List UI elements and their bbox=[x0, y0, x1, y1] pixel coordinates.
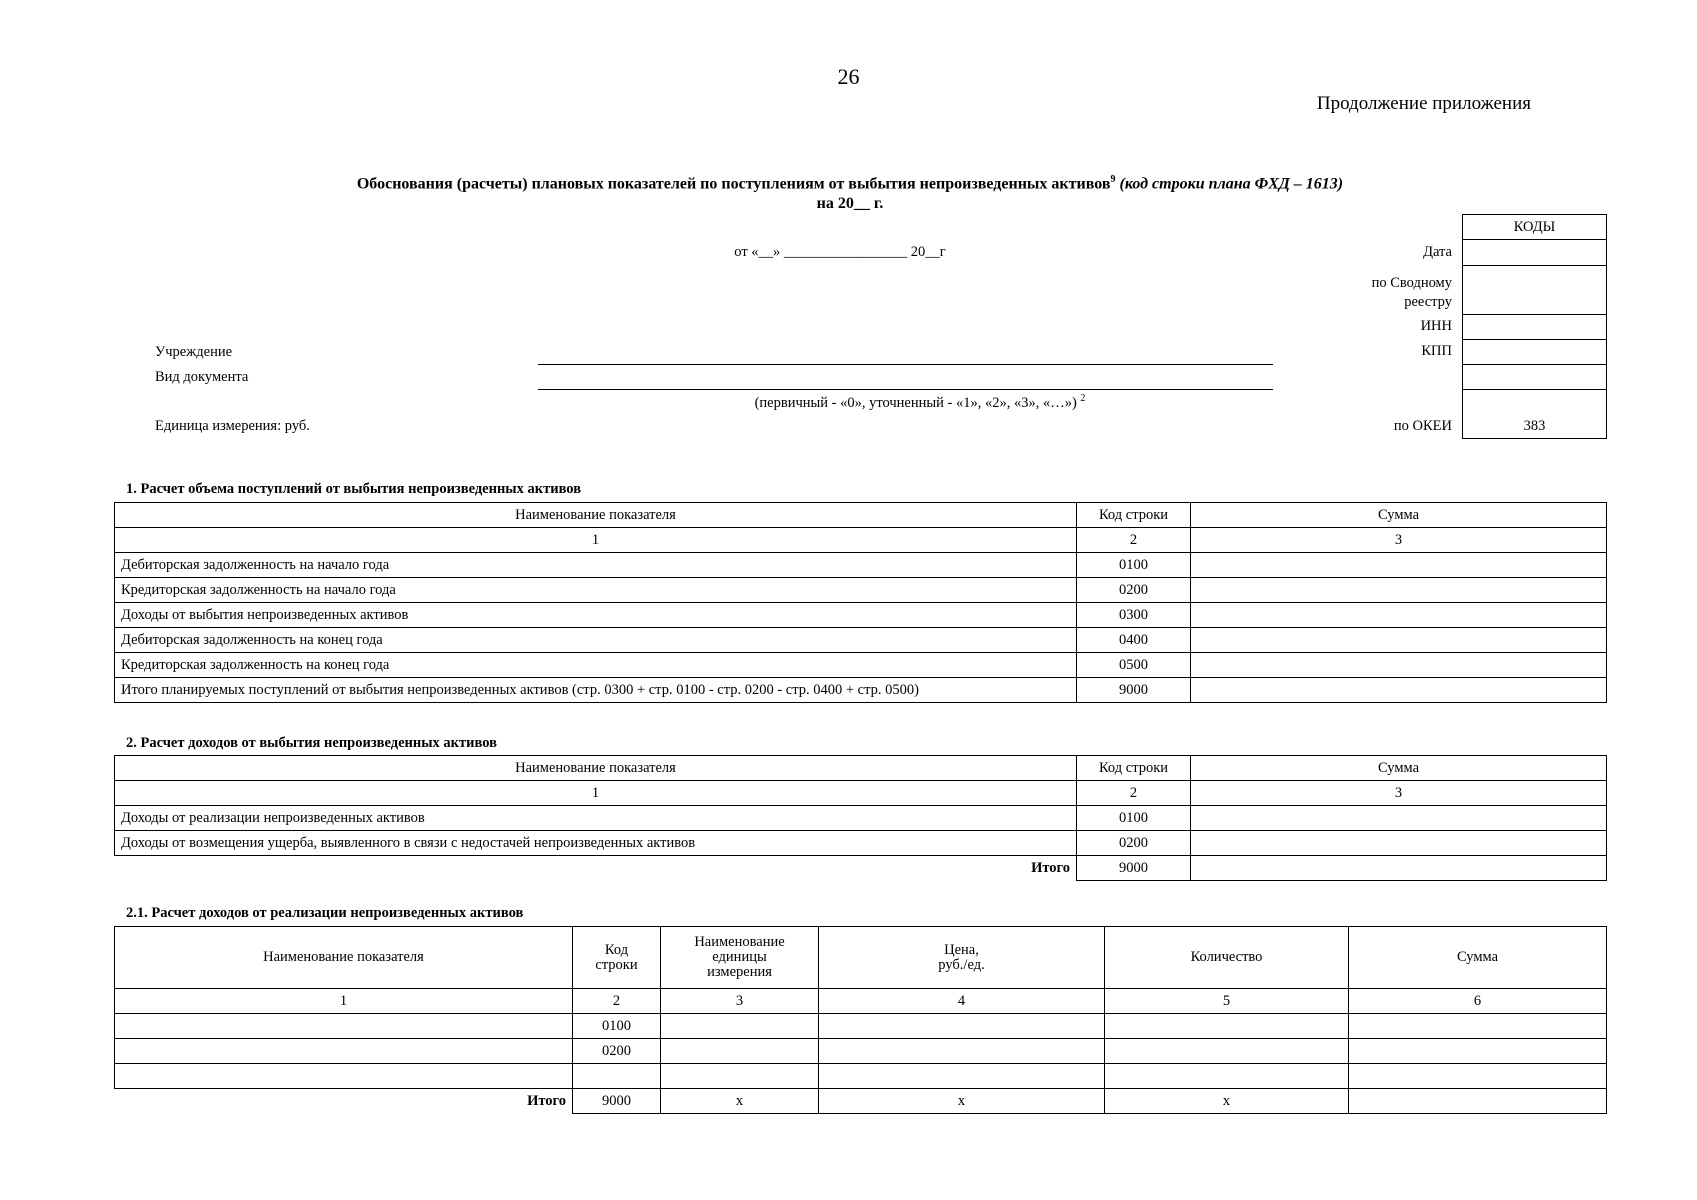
unit-label: Единица измерения: руб. bbox=[155, 418, 310, 434]
doc-type-note bbox=[620, 393, 1220, 412]
row-code: 0200 bbox=[573, 1039, 661, 1064]
s21-header-unit-l2: единицы bbox=[712, 949, 767, 965]
s21-header-unit bbox=[661, 927, 819, 989]
s1-header-name: Наименование показателя bbox=[115, 503, 1077, 528]
s21-col-number: 5 bbox=[1105, 989, 1349, 1014]
row-unit-cell[interactable] bbox=[661, 1014, 819, 1039]
code-kpp-cell[interactable] bbox=[1463, 340, 1607, 365]
s1-col-number: 1 bbox=[115, 528, 1077, 553]
row-price-cell[interactable] bbox=[819, 1064, 1105, 1089]
s1-col-number: 2 bbox=[1077, 528, 1191, 553]
total-label: Итого bbox=[115, 856, 1077, 881]
row-code: 0100 bbox=[1077, 806, 1191, 831]
table-row bbox=[115, 806, 1607, 831]
date-line: от «__» _________________ 20__г bbox=[734, 244, 946, 260]
code-inn-cell[interactable] bbox=[1463, 315, 1607, 340]
document-title bbox=[180, 174, 1520, 193]
row-name: Дебиторская задолженность на начало года bbox=[115, 553, 1077, 578]
x-mark: х bbox=[1105, 1089, 1349, 1114]
row-name: Итого планируемых поступлений от выбытия непроизведенных активов (стр. 0300 + стр. 0100 - стр. 0200 - стр. 0400 + стр. 0500) bbox=[115, 678, 1077, 703]
row-qty-cell[interactable] bbox=[1105, 1014, 1349, 1039]
table-row bbox=[115, 628, 1607, 653]
section1-table bbox=[114, 502, 1607, 703]
row-unit-cell[interactable] bbox=[661, 1064, 819, 1089]
row-sum-cell[interactable] bbox=[1191, 628, 1607, 653]
s21-header-price-l1: Цена, bbox=[944, 941, 979, 958]
s1-header-sum: Сумма bbox=[1191, 503, 1607, 528]
code-blank-cell bbox=[1463, 390, 1607, 415]
s21-header-sum: Сумма bbox=[1349, 927, 1607, 989]
row-qty-cell[interactable] bbox=[1105, 1039, 1349, 1064]
row-code: 0100 bbox=[573, 1014, 661, 1039]
row-sum-cell[interactable] bbox=[1191, 806, 1607, 831]
total-row bbox=[115, 856, 1607, 881]
label-inn: ИНН bbox=[1420, 318, 1452, 334]
s21-col-number: 3 bbox=[661, 989, 819, 1014]
codes-box bbox=[1462, 214, 1607, 439]
s21-header-unit-l1: Наименование bbox=[694, 934, 785, 950]
code-doc-type-cell[interactable] bbox=[1463, 365, 1607, 390]
continuation-label: Продолжение приложения bbox=[1316, 93, 1531, 114]
label-registry-line2: реестру bbox=[1404, 294, 1452, 310]
institution-label: Учреждение bbox=[155, 344, 233, 360]
s21-header-unit-l3: измерения bbox=[707, 964, 772, 980]
x-mark: х bbox=[661, 1089, 819, 1114]
s2-col-number: 1 bbox=[115, 781, 1077, 806]
label-okei: по ОКЕИ bbox=[1393, 418, 1452, 434]
s21-header-code-l1: Код bbox=[604, 941, 629, 958]
row-name: Кредиторская задолженность на конец года bbox=[115, 653, 1077, 678]
section2-title: 2. Расчет доходов от выбытия непроизведенных активов bbox=[126, 735, 497, 751]
table-row bbox=[115, 653, 1607, 678]
title-main: Обоснования (расчеты) плановых показателей по поступлениям от выбытия непроизведенных активов bbox=[356, 175, 1111, 193]
doc-type-label: Вид документа bbox=[155, 369, 249, 385]
table-row bbox=[115, 1039, 1607, 1064]
row-sum-cell[interactable] bbox=[1191, 678, 1607, 703]
s21-col-number: 6 bbox=[1349, 989, 1607, 1014]
table-row bbox=[115, 1064, 1607, 1089]
section2-table bbox=[114, 755, 1607, 881]
s21-col-number: 1 bbox=[115, 989, 573, 1014]
row-code: 0400 bbox=[1077, 628, 1191, 653]
doc-type-line[interactable] bbox=[538, 389, 1273, 390]
table-row bbox=[115, 1014, 1607, 1039]
page-number: 26 bbox=[837, 64, 860, 89]
row-sum-cell[interactable] bbox=[1349, 1014, 1607, 1039]
row-unit-cell[interactable] bbox=[661, 1039, 819, 1064]
row-code: 0100 bbox=[1077, 553, 1191, 578]
table-row bbox=[115, 831, 1607, 856]
total-sum-cell[interactable] bbox=[1349, 1089, 1607, 1114]
total-code: 9000 bbox=[1077, 856, 1191, 881]
code-date-cell[interactable] bbox=[1463, 240, 1607, 266]
institution-line[interactable] bbox=[538, 364, 1273, 365]
row-name: Кредиторская задолженность на начало года bbox=[115, 578, 1077, 603]
row-sum-cell[interactable] bbox=[1191, 653, 1607, 678]
s2-header-code: Код строки bbox=[1077, 756, 1191, 781]
s21-header-price bbox=[819, 927, 1105, 989]
code-registry-cell[interactable] bbox=[1463, 266, 1607, 315]
label-date: Дата bbox=[1423, 244, 1452, 260]
row-name-cell[interactable] bbox=[115, 1039, 573, 1064]
codes-header: КОДЫ bbox=[1463, 215, 1607, 240]
table-row bbox=[115, 678, 1607, 703]
row-code: 9000 bbox=[1077, 678, 1191, 703]
total-row bbox=[115, 1089, 1607, 1114]
row-code: 0500 bbox=[1077, 653, 1191, 678]
section21-table bbox=[114, 926, 1607, 1114]
row-code: 0300 bbox=[1077, 603, 1191, 628]
s1-header-code: Код строки bbox=[1077, 503, 1191, 528]
s1-col-number: 3 bbox=[1191, 528, 1607, 553]
row-code: 0200 bbox=[1077, 578, 1191, 603]
section21-title: 2.1. Расчет доходов от реализации непроизведенных активов bbox=[126, 905, 524, 921]
table-row bbox=[115, 578, 1607, 603]
row-sum-cell[interactable] bbox=[1191, 578, 1607, 603]
row-sum-cell[interactable] bbox=[1191, 553, 1607, 578]
title-code-note: (код строки плана ФХД – 1613) bbox=[1119, 175, 1344, 193]
doc-type-note-text: (первичный - «0», уточненный - «1», «2», «3», «…») bbox=[754, 394, 1077, 411]
section1-title: 1. Расчет объема поступлений от выбытия непроизведенных активов bbox=[126, 481, 582, 497]
s2-header-name: Наименование показателя bbox=[115, 756, 1077, 781]
total-label: Итого bbox=[115, 1089, 573, 1114]
row-code: 0200 bbox=[1077, 831, 1191, 856]
row-code bbox=[573, 1064, 661, 1089]
row-name: Дебиторская задолженность на конец года bbox=[115, 628, 1077, 653]
row-name: Доходы от выбытия непроизведенных активов bbox=[115, 603, 1077, 628]
row-sum-cell[interactable] bbox=[1191, 831, 1607, 856]
code-okei-cell: 383 bbox=[1463, 415, 1607, 439]
row-sum-cell[interactable] bbox=[1191, 603, 1607, 628]
s21-col-number: 2 bbox=[573, 989, 661, 1014]
label-registry-line1: по Сводному bbox=[1371, 275, 1452, 291]
s21-header-code-l2: строки bbox=[595, 956, 638, 973]
row-price-cell[interactable] bbox=[819, 1014, 1105, 1039]
s2-col-number: 2 bbox=[1077, 781, 1191, 806]
row-sum-cell[interactable] bbox=[1349, 1039, 1607, 1064]
row-name-cell[interactable] bbox=[115, 1064, 573, 1089]
x-mark: х bbox=[819, 1089, 1105, 1114]
doc-type-note-mark: 2 bbox=[1080, 393, 1086, 404]
title-footnote-mark: 9 bbox=[1110, 174, 1116, 185]
table-row bbox=[115, 553, 1607, 578]
s2-col-number: 3 bbox=[1191, 781, 1607, 806]
row-sum-cell[interactable] bbox=[1349, 1064, 1607, 1089]
row-qty-cell[interactable] bbox=[1105, 1064, 1349, 1089]
s21-header-qty: Количество bbox=[1105, 927, 1349, 989]
total-sum-cell[interactable] bbox=[1191, 856, 1607, 881]
row-name: Доходы от возмещения ущерба, выявленного в связи с недостачей непроизведенных активов bbox=[115, 831, 1077, 856]
row-name: Доходы от реализации непроизведенных активов bbox=[115, 806, 1077, 831]
row-price-cell[interactable] bbox=[819, 1039, 1105, 1064]
s21-header-price-l2: руб./ед. bbox=[938, 956, 985, 973]
s21-header-name: Наименование показателя bbox=[115, 927, 573, 989]
table-row bbox=[115, 603, 1607, 628]
s21-header-code bbox=[573, 927, 661, 989]
row-name-cell[interactable] bbox=[115, 1014, 573, 1039]
document-subtitle: на 20__ г. bbox=[816, 195, 884, 212]
s21-col-number: 4 bbox=[819, 989, 1105, 1014]
s2-header-sum: Сумма bbox=[1191, 756, 1607, 781]
total-code: 9000 bbox=[573, 1089, 661, 1114]
label-kpp: КПП bbox=[1421, 343, 1452, 359]
